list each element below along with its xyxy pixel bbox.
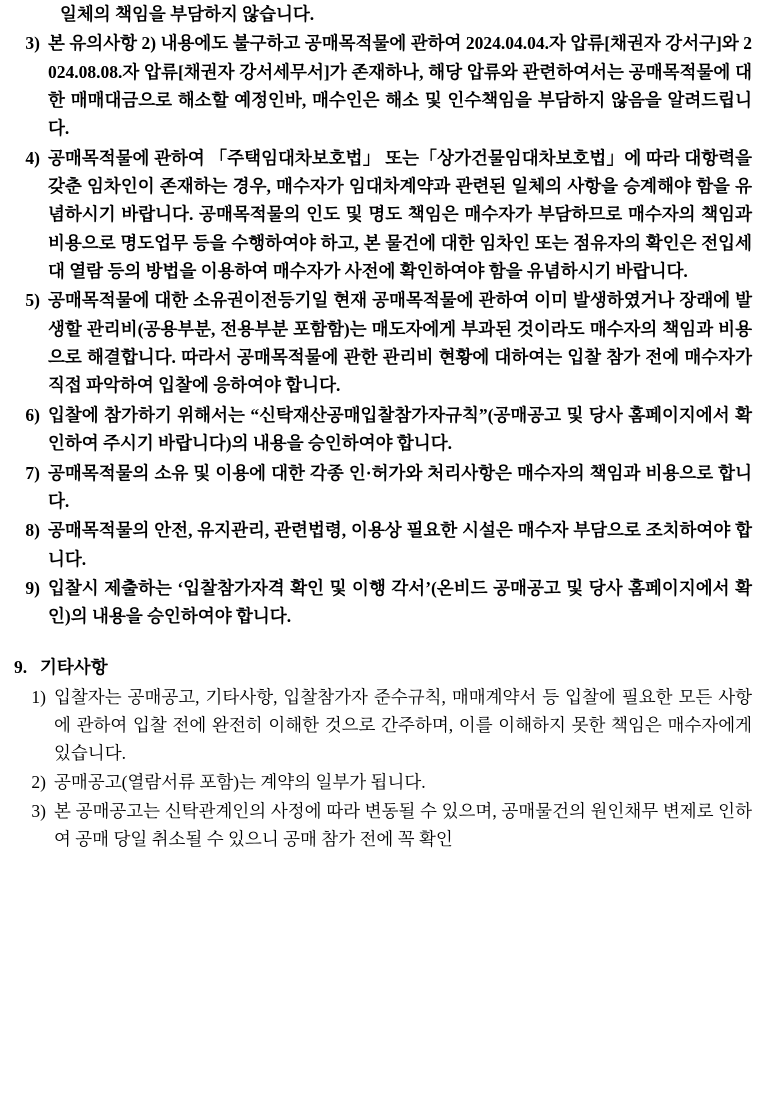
- section-title: 기타사항: [40, 656, 108, 677]
- section-number: 9.: [14, 656, 28, 677]
- notice-item-list: [14, 29, 752, 630]
- list-item: [14, 797, 752, 853]
- list-item: [14, 768, 752, 796]
- list-item-text: 공매공고(열람서류 포함)는 계약의 일부가 됩니다.: [54, 771, 426, 792]
- list-item-marker: 8): [25, 520, 40, 541]
- list-item: [14, 286, 752, 399]
- list-item-text: 공매목적물에 대한 소유권이전등기일 현재 공매목적물에 관하여 이미 발생하였거나 장래에 발생할 관리비(공용부분, 전용부분 포함함)는 매도자에게 부과된 것이라도 매수자의 책임과 비용으로 해결합니다. 따라서 공매목적물에 관한 관리비 현황에 대하여는 입찰 참가 전에 매수자가 직접 파악하여 입찰에 응하여야 합니다.: [48, 290, 752, 396]
- list-item-text: 공매목적물의 안전, 유지관리, 관련법령, 이용상 필요한 시설은 매수자 부담으로 조치하여야 합니다.: [48, 520, 752, 569]
- list-item-marker: 6): [25, 404, 40, 425]
- list-item: [14, 29, 752, 142]
- list-item-marker: 4): [25, 147, 40, 168]
- list-item: [14, 459, 752, 516]
- list-item: [14, 683, 752, 767]
- list-item: [14, 144, 752, 286]
- list-item-text: 입찰자는 공매공고, 기타사항, 입찰참가자 준수규칙, 매매계약서 등 입찰에 필요한 모든 사항에 관하여 입찰 전에 완전히 이해한 것으로 간주하며, 이를 이해하지 못한 책임은 매수자에게 있습니다.: [54, 686, 752, 763]
- list-item-marker: 3): [31, 800, 46, 821]
- list-item: [14, 516, 752, 573]
- list-item-text: 본 공매공고는 신탁관계인의 사정에 따라 변동될 수 있으며, 공매물건의 원인채무 변제로 인하여 공매 당일 취소될 수 있으니 공매 참가 전에 꼭 확인: [54, 800, 752, 849]
- section-heading: [14, 653, 752, 681]
- list-item: [14, 401, 752, 458]
- continued-paragraph: 일체의 책임을 부담하지 않습니다.: [60, 4, 315, 24]
- list-item-text: 입찰시 제출하는 ‘입찰참가자격 확인 및 이행 각서’(온비드 공매공고 및 당사 홈페이지에서 확인)의 내용을 승인하여야 합니다.: [48, 577, 752, 627]
- list-item-marker: 9): [25, 577, 40, 598]
- list-item-marker: 7): [25, 462, 40, 483]
- list-item-marker: 3): [25, 33, 40, 54]
- list-item: [14, 574, 752, 631]
- list-item-marker: 5): [25, 290, 40, 311]
- list-item-text: 입찰에 참가하기 위해서는 “신탁재산공매입찰참가자규칙”(공매공고 및 당사 홈페이지에서 확인하여 주시기 바랍니다)의 내용을 승인하여야 합니다.: [48, 404, 752, 454]
- section-item-list: [14, 683, 752, 853]
- list-item-text: 공매목적물에 관하여 「주택임대차보호법」 또는「상가건물임대차보호법」에 따라 대항력을 갖춘 임차인이 존재하는 경우, 매수자가 임대차계약과 관련된 일체의 사항을 승계해야 함을 유념하시기 바랍니다. 공매목적물의 인도 및 명도 책임은 매수자가 부담하므로 매수자의 책임과 비용으로 명도업무 등을 수행하여야 하고, 본 물건에 대한 임차인 또는 점유자의 확인은 전입세대 열람 등의 방법을 이용하여 매수자가 사전에 확인하여야 함을 유념하시기 바랍니다.: [48, 147, 752, 282]
- list-item-text: 본 유의사항 2) 내용에도 불구하고 공매목적물에 관하여 2024.04.04.자 압류[채권자 강서구]와 2024.08.08.자 압류[채권자 강서세무서]가 존재하나, 해당 압류와 관련하여서는 공매목적물에 대한 매매대금으로 해소할 예정인바, 매수인은 해소 및 인수책임을 부담하지 않음을 알려드립니다.: [48, 33, 752, 139]
- list-item-marker: 1): [31, 686, 46, 707]
- list-item-marker: 2): [31, 771, 46, 792]
- list-item-text: 공매목적물의 소유 및 이용에 대한 각종 인·허가와 처리사항은 매수자의 책임과 비용으로 합니다.: [48, 462, 752, 511]
